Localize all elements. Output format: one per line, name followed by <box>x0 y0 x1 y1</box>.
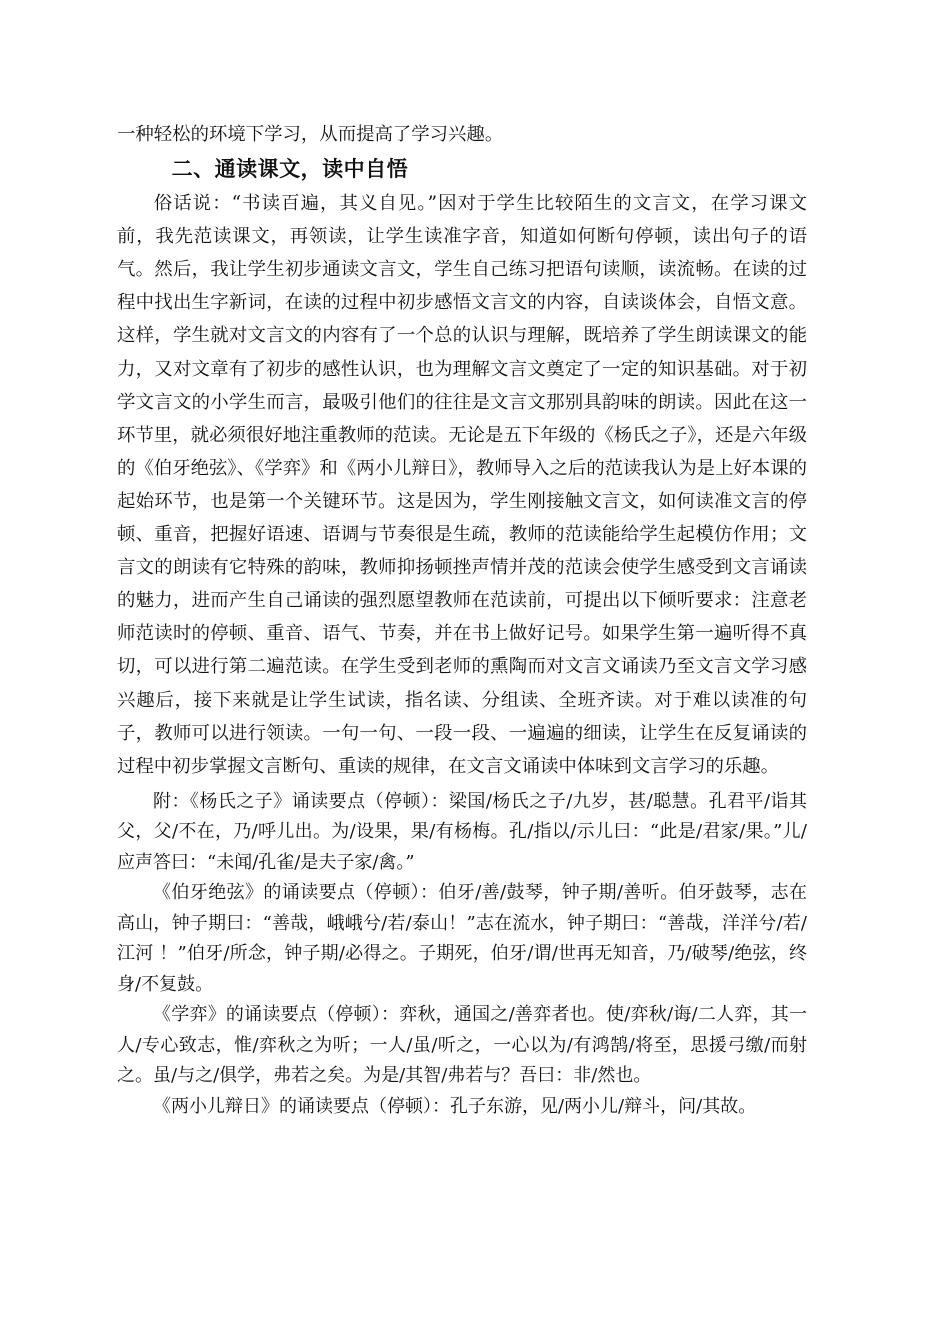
main-paragraph: 俗话说：“书读百遍，其义自见。”因对于学生比较陌生的文言文，在学习课文前，我先范读课文，再领读，让学生读准字音，知道如何断句停顿，读出句子的语气。然后，我让学生初步通读文言文，学生自己练习把语句读顺，读流畅。在读的过程中找出生字新词，在读的过程中初步感悟文言文的内容，自读谈体会，自悟文意。这样，学生就对文言文的内容有了一个总的认识与理解，既培养了学生朗读课文的能力，又对文章有了初步的感性认识，也为理解文言文奠定了一定的知识基础。对于初学文言文的小学生而言，最吸引他们的往往是文言文那别具韵味的朗读。因此在这一环节里，就必须很好地注重教师的范读。无论是五下年级的《杨氏之子》，还是六年级的《伯牙绝弦》、《学弈》和《两小儿辩日》，教师导入之后的范读我认为是上好本课的起始环节，也是第一个关键环节。这是因为，学生刚接触文言文，如何读准文言的停顿、重音，把握好语速、语调与节奏很是生疏，教师的范读能给学生起模仿作用；文言文的朗读有它特殊的韵味，教师抑扬顿挫声情并茂的范读会使学生感受到文言诵读的魅力，进而产生自己诵读的强烈愿望教师在范读前，可提出以下倾听要求：注意老师范读时的停顿、重音、语气、节奏，并在书上做好记号。如果学生第一遍听得不真切，可以进行第二遍范读。在学生受到老师的熏陶而对文言文诵读乃至文言文学习感兴趣后，接下来就是让学生试读，指名读、分组读、全班齐读。对于难以读准的句子，教师可以进行领读。一句一句、一段一段、一遍遍的细读，让学生在反复诵读的过程中初步掌握文言断句、重读的规律，在文言文诵读中体味到文言学习的乐趣。 <box>117 193 807 777</box>
intro-paragraph-tail: 一种轻松的环境下学习，从而提高了学习兴趣。 <box>117 124 504 145</box>
note-xueyi: 《学弈》的诵读要点（停顿）：弈秋，通国之/善弈者也。使/弈秋/诲/二人弈，其一人/专心致志，惟/弈秋之为听；一人/虽/听之，一心以为/有鸿鹄/将至，思援弓缴/而射之。虽/与之/俱学，弗若之矣。为是/其智/弗若与？吾曰：非/然也。 <box>117 1004 807 1087</box>
section-heading: 二、通读课文，读中自悟 <box>171 157 409 182</box>
note-boyajuexian: 《伯牙绝弦》的诵读要点（停顿）：伯牙/善/鼓琴，钟子期/善听。伯牙鼓琴，志在高山，钟子期曰：“善哉，峨峨兮/若/泰山！”志在流水，钟子期曰：“善哉，洋洋兮/若/江河 ！”伯牙/所念，钟子期/必得之。子期死，伯牙/谓/世再无知音，乃/破琴/绝弦，终身/不复鼓。 <box>117 882 807 995</box>
note-yangshizhizi: 附：《杨氏之子》诵读要点（停顿）：梁国/杨氏之子/九岁，甚/聪慧。孔君平/诣其父，父/不在，乃/呼儿出。为/设果，果/有杨梅。孔/指以/示儿曰：“此是/君家/果。”儿/应声答曰：“未闻/孔雀/是夫子家/禽。” <box>117 790 807 873</box>
document-page <box>117 118 807 1122</box>
note-liangxiaoerbianri: 《两小儿辩日》的诵读要点（停顿）：孔子东游，见/两小儿/辩斗，问/其故。 <box>153 1095 757 1117</box>
recitation-notes <box>117 787 807 1123</box>
